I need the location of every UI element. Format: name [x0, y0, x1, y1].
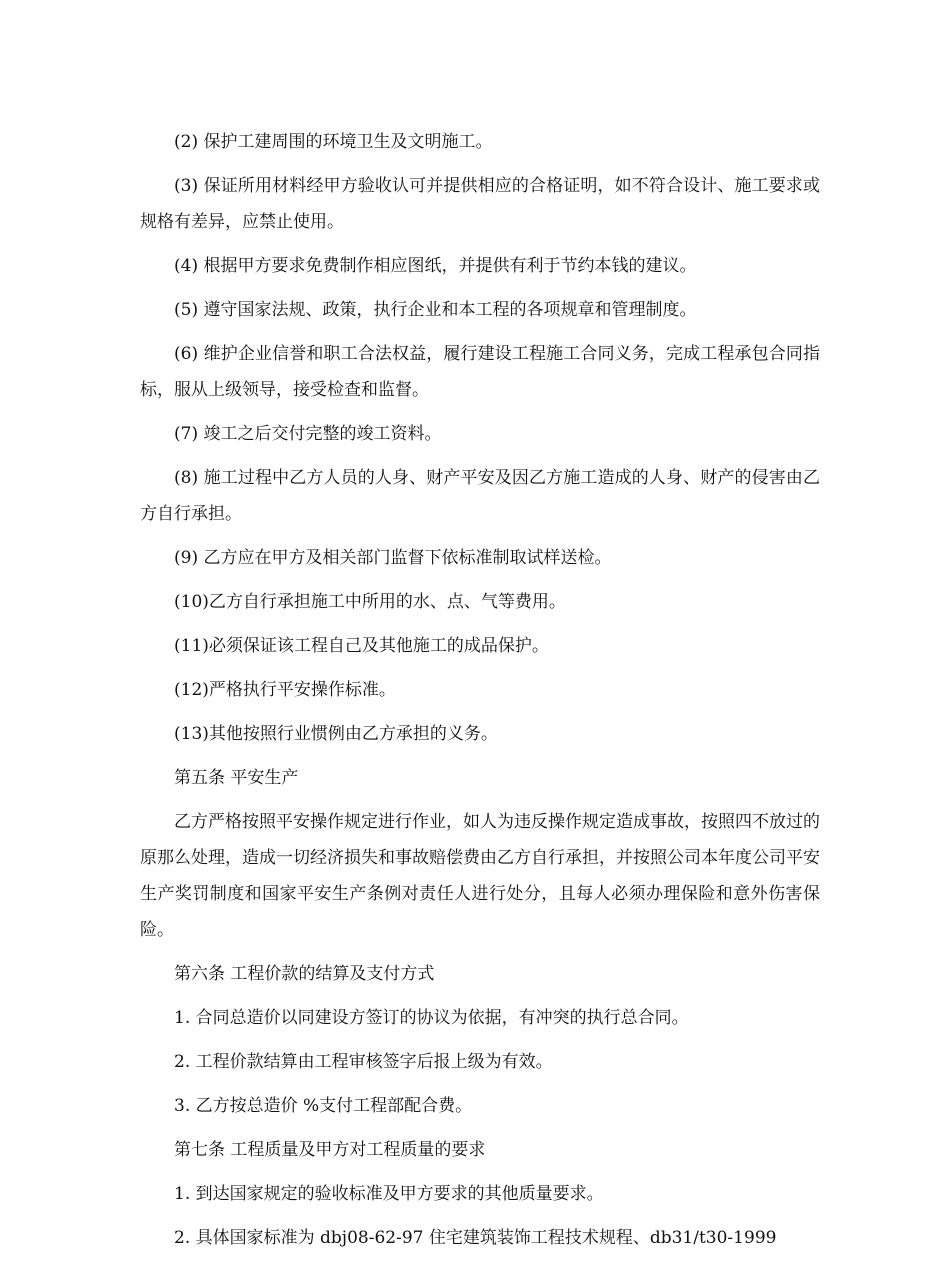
clause-10: (10)乙方自行承担施工中所用的水、点、气等费用。: [174, 592, 566, 612]
article-6-heading: 第六条 工程价款的结算及支付方式: [174, 964, 435, 984]
article-5-text: 乙方严格按照平安操作规定进行作业，如人为违反操作规定造成事故，按照四不放过的原那么处理，造成一切经济损失和事故赔偿费由乙方自行承担，并按照公司本年度公司平安生产奖罚制度和国家平安生产条例对责任人进行处分，且每人必须办理保险和意外伤害保险。: [140, 812, 820, 940]
document-body: [140, 124, 820, 1264]
clause-12: (12)严格执行平安操作标准。: [174, 680, 396, 700]
article-6-item-1: 1. 合同总造价以同建设方签订的协议为依据，有冲突的执行总合同。: [174, 1008, 689, 1028]
clause-8: (8) 施工过程中乙方人员的人身、财产平安及因乙方施工造成的人身、财产的侵害由乙方自行承担。: [140, 468, 820, 524]
article-6-item-2: 2. 工程价款结算由工程审核签字后报上级为有效。: [174, 1052, 553, 1072]
article-7-item-2: 2. 具体国家标准为 dbj08-62-97 住宅建筑装饰工程技术规程、db31/t30-1999: [174, 1228, 777, 1248]
clause-3: (3) 保证所用材料经甲方验收认可并提供相应的合格证明，如不符合设计、施工要求或规格有差异，应禁止使用。: [140, 176, 820, 232]
clause-2: (2) 保护工建周围的环境卫生及文明施工。: [174, 132, 493, 152]
clause-9: (9) 乙方应在甲方及相关部门监督下依标准制取试样送检。: [174, 548, 612, 568]
clause-13: (13)其他按照行业惯例由乙方承担的义务。: [174, 724, 498, 744]
article-6-item-3: 3. 乙方按总造价 %支付工程部配合费。: [174, 1096, 473, 1116]
article-7-item-1: 1. 到达国家规定的验收标准及甲方要求的其他质量要求。: [174, 1184, 604, 1204]
clause-7: (7) 竣工之后交付完整的竣工资料。: [174, 424, 442, 444]
clause-11: (11)必须保证该工程自己及其他施工的成品保护。: [174, 636, 549, 656]
article-5-heading: 第五条 平安生产: [174, 768, 299, 788]
clause-6: (6) 维护企业信誉和职工合法权益，履行建设工程施工合同义务，完成工程承包合同指标，服从上级领导，接受检查和监督。: [140, 344, 820, 400]
article-7-heading: 第七条 工程质量及甲方对工程质量的要求: [174, 1140, 486, 1160]
clause-4: (4) 根据甲方要求免费制作相应图纸，并提供有利于节约本钱的建议。: [174, 256, 697, 276]
clause-5: (5) 遵守国家法规、政策，执行企业和本工程的各项规章和管理制度。: [174, 300, 697, 320]
